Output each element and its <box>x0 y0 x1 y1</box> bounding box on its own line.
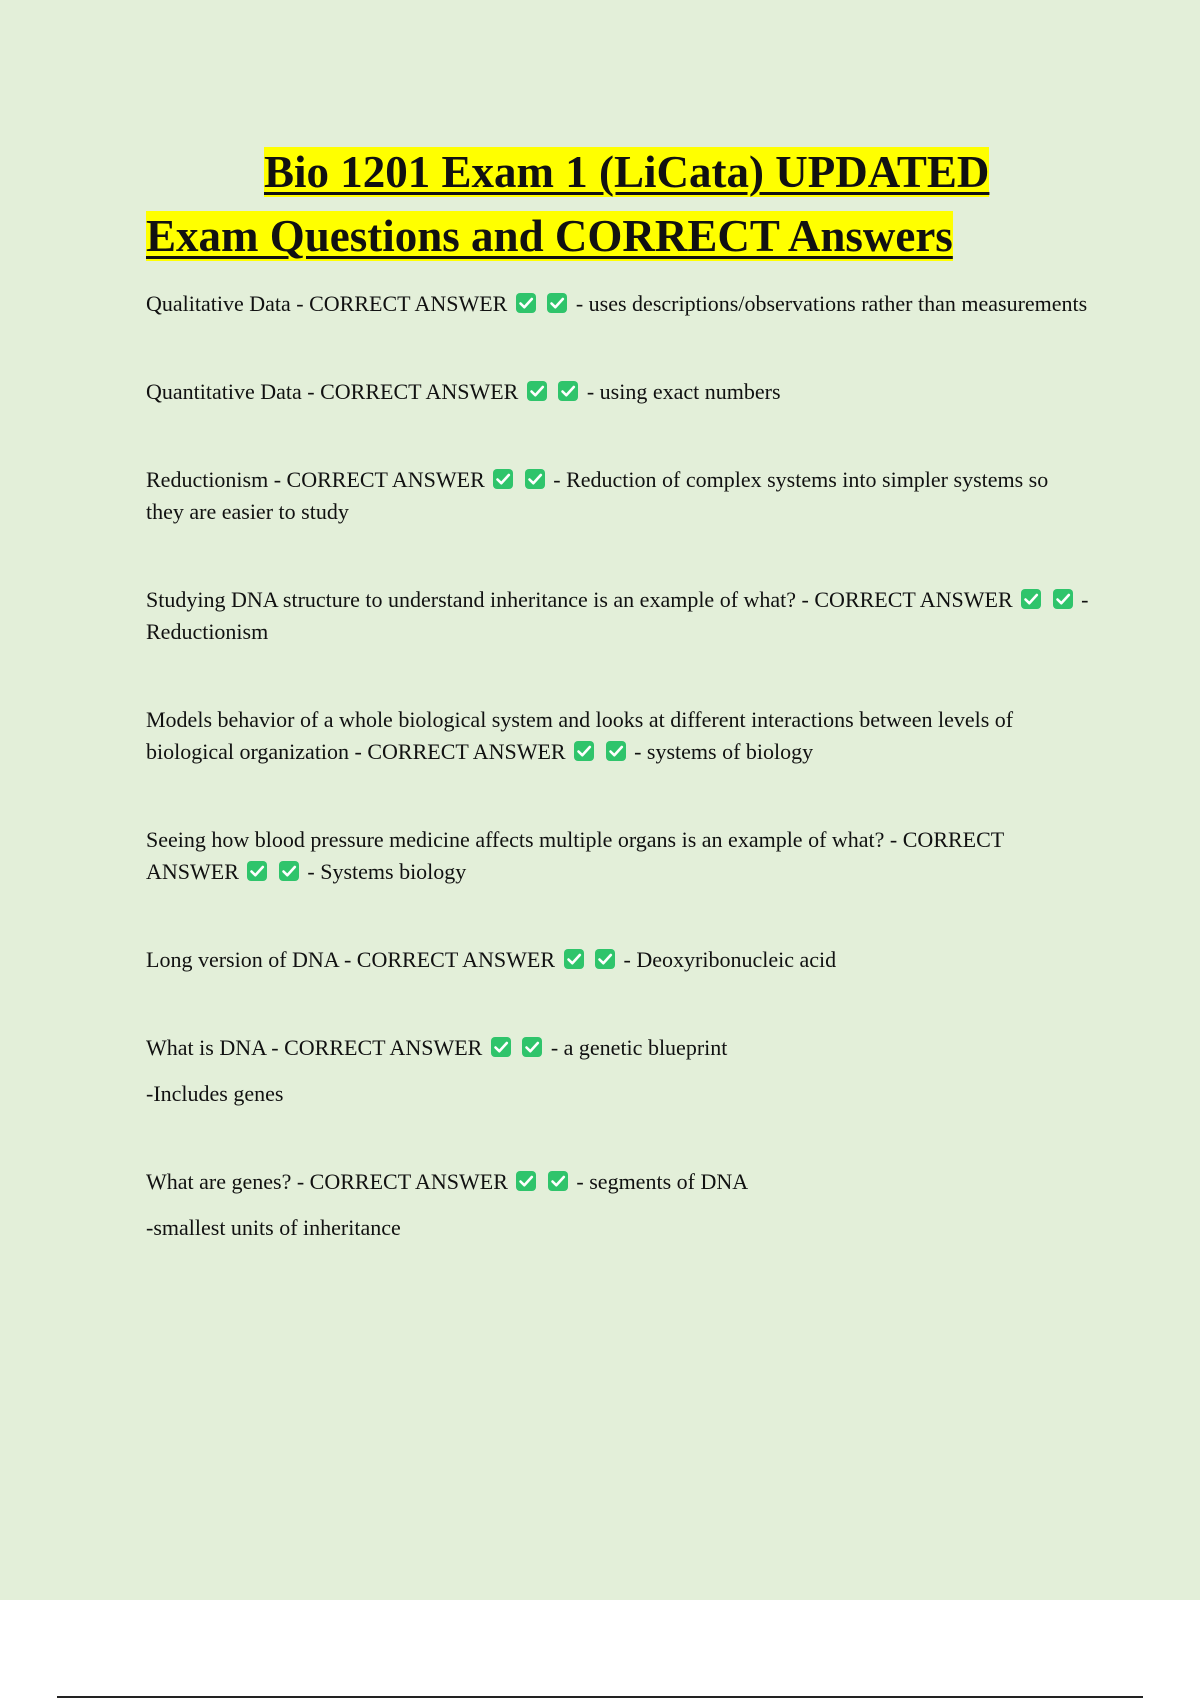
check-icon <box>515 1170 537 1192</box>
check-icon <box>524 468 546 490</box>
qa-item <box>146 376 1091 408</box>
document-title <box>146 140 1091 268</box>
answer-text: - Reduction of complex systems into simpler systems so they are easier to study <box>146 467 1049 524</box>
check-icon <box>521 1036 543 1058</box>
answer-text: - segments of DNA <box>576 1169 749 1194</box>
question-text: Reductionism - CORRECT ANSWER <box>146 467 485 492</box>
check-icon <box>1052 588 1074 610</box>
check-icon <box>1020 588 1042 610</box>
question-text: Models behavior of a whole biological system and looks at different interactions between levels of biological organization - CORRECT ANSWER <box>146 707 1014 764</box>
check-icon <box>515 292 537 314</box>
footer-divider <box>57 1696 1143 1698</box>
question-text: What are genes? - CORRECT ANSWER <box>146 1169 508 1194</box>
title-line-1: Bio 1201 Exam 1 (LiCata) UPDATED <box>264 147 990 197</box>
answer-extra-text: -smallest units of inheritance <box>146 1215 401 1240</box>
qa-item <box>146 1032 1091 1110</box>
qa-main-line <box>146 1166 1091 1198</box>
question-text: Studying DNA structure to understand inheritance is an example of what? - CORRECT ANSWER <box>146 587 1013 612</box>
question-text: Quantitative Data - CORRECT ANSWER <box>146 379 519 404</box>
check-icon <box>594 948 616 970</box>
question-text: Long version of DNA - CORRECT ANSWER <box>146 947 556 972</box>
check-icon <box>492 468 514 490</box>
answer-text: - systems of biology <box>634 739 814 764</box>
answer-text: - Reductionism <box>146 587 1089 644</box>
check-icon <box>605 740 627 762</box>
check-icon <box>557 380 579 402</box>
check-icon <box>546 292 568 314</box>
qa-list <box>146 288 1091 1244</box>
answer-extra-text: -Includes genes <box>146 1081 284 1106</box>
qa-item <box>146 944 1091 976</box>
qa-main-line <box>146 1032 1091 1064</box>
answer-text: - uses descriptions/observations rather than measurements <box>575 291 1088 316</box>
question-text: Qualitative Data - CORRECT ANSWER <box>146 291 508 316</box>
check-icon <box>246 860 268 882</box>
answer-text: - using exact numbers <box>586 379 781 404</box>
check-icon <box>490 1036 512 1058</box>
answer-text: - Deoxyribonucleic acid <box>623 947 837 972</box>
check-icon <box>547 1170 569 1192</box>
qa-item <box>146 288 1091 320</box>
qa-item <box>146 584 1091 648</box>
question-text: Seeing how blood pressure medicine affects multiple organs is an example of what? - CORRECT ANSWER <box>146 827 1004 884</box>
check-icon <box>563 948 585 970</box>
title-line-2: Exam Questions and CORRECT Answers <box>146 211 953 261</box>
qa-item <box>146 464 1091 528</box>
check-icon <box>278 860 300 882</box>
qa-item <box>146 824 1091 888</box>
document-content <box>146 140 1091 1244</box>
check-icon <box>573 740 595 762</box>
question-text: What is DNA - CORRECT ANSWER <box>146 1035 483 1060</box>
check-icon <box>526 380 548 402</box>
answer-text: - Systems biology <box>307 859 467 884</box>
qa-item <box>146 704 1091 768</box>
qa-item <box>146 1166 1091 1244</box>
answer-text: - a genetic blueprint <box>550 1035 728 1060</box>
